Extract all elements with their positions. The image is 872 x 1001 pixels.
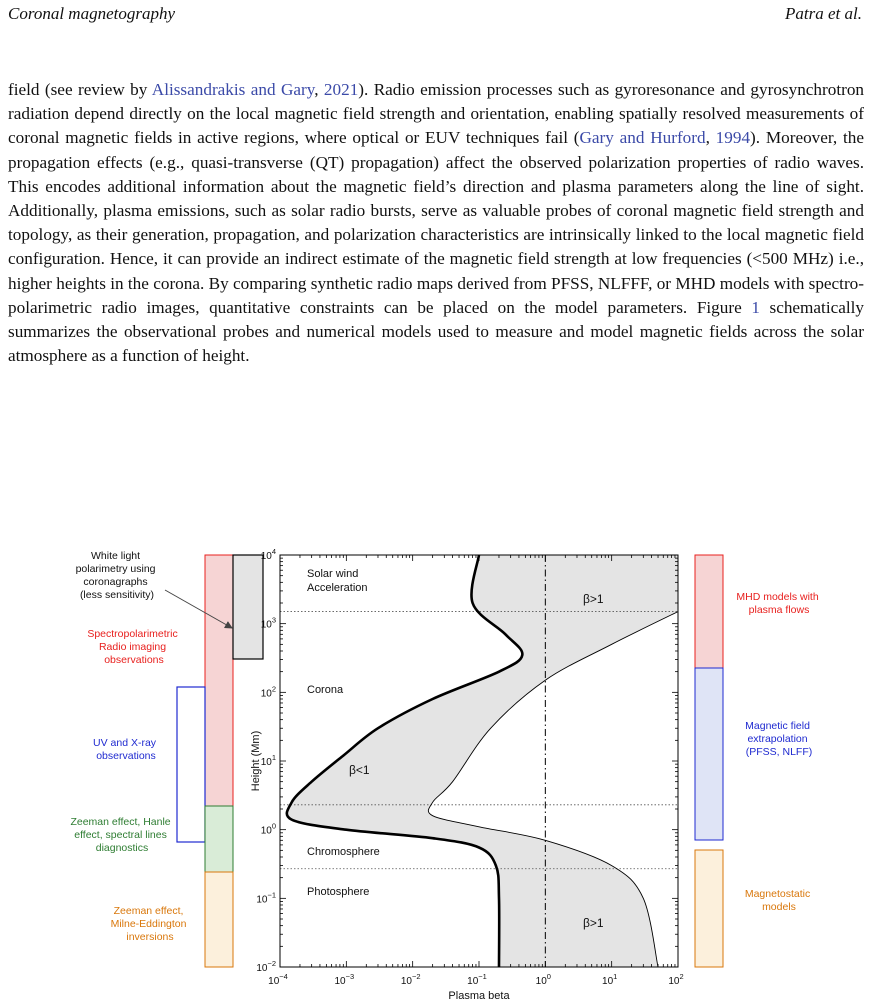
y-tick-label: $10^{-2}$ <box>256 959 276 974</box>
body-paragraph <box>8 78 864 368</box>
running-title: Coronal magnetography <box>8 4 176 23</box>
x-tick-label: $10^{-3}$ <box>334 972 355 987</box>
y-tick-label: $10^2$ <box>260 684 276 700</box>
beta-gt-1-upper-label: β>1 <box>583 592 604 606</box>
paragraph-text: ). Moreover, the propagation effects (e.g., quasi-transverse (QT) propagation) affect the observed polarization properties of radio waves. This encodes additional information about the magnetic field’s direction and plasma parameters along the line of sight. Additionally, plasma emissions, such as solar radio bursts, serve as valuable probes of coronal magnetic field strength and topology, as their generation, propagation, and polarization characteristics are intrinsically linked to the local magnetic field configuration. Hence, it can provide an indirect estimate of the magnetic field strength at low frequencies (<500 MHz) i.e., higher heights in the corona. By comparing synthetic radio maps derived from PFSS, NLFFF, or MHD models with spectro-polarimetric radio images, quantitative constraints can be placed on the model parameters. Figure <box>8 128 864 317</box>
extrapolation-model-bar <box>695 668 723 840</box>
figure-1 <box>0 540 872 1001</box>
zeeman-hanle-label: Zeeman effect, Hanle effect, spectral lines diagnostics <box>70 816 171 854</box>
x-tick-label: $10^{-1}$ <box>467 972 487 987</box>
x-tick-label: $10^{-4}$ <box>268 972 288 987</box>
citation-link-alissandrakis[interactable]: Alissandrakis and Gary <box>151 80 315 99</box>
x-axis-label: Plasma beta <box>448 990 510 1001</box>
uv-xray-label: UV and X-ray observations <box>93 737 157 762</box>
right-labels <box>736 591 821 913</box>
figure-reference-link[interactable]: 1 <box>751 297 760 317</box>
extrapolation-label: Magnetic field extrapolation (PFSS, NLFF) <box>745 720 813 758</box>
beta-lt-1-label: β<1 <box>349 763 370 777</box>
white-light-label: White light polarimetry using coronagraphs (less sensitivity) <box>75 550 156 601</box>
mhd-model-bar <box>695 555 723 668</box>
photosphere-label: Photosphere <box>307 886 370 898</box>
x-tick-label: $10^0$ <box>535 972 551 987</box>
magnetostatic-label: Magnetostatic models <box>744 888 811 913</box>
paragraph-text: , <box>705 128 716 148</box>
y-tick-label: $10^1$ <box>260 753 276 768</box>
beta-gt-1-lower-label: β>1 <box>583 916 604 930</box>
chromosphere-label: Chromosphere <box>307 846 380 858</box>
paragraph-text: schematically summarizes the observational probes and numerical models used to measure and model magnetic fields across the solar atmosphere as a function of height. <box>8 297 864 366</box>
radio-observation-bar <box>205 555 233 806</box>
right-model-bars <box>695 555 723 967</box>
citation-link-gary-hurford[interactable]: Gary and Hurford <box>579 128 706 148</box>
citation-year-link-2021[interactable]: 2021 <box>323 80 359 99</box>
uv-xray-observation-bar <box>177 687 205 842</box>
x-tick-label: $10^2$ <box>668 972 684 987</box>
y-axis-label: Height (Mm) <box>250 730 262 792</box>
plasma-beta-chart <box>250 547 684 1001</box>
citation-year-link-1994[interactable]: 1994 <box>715 128 751 148</box>
y-tick-label: $10^0$ <box>260 821 276 837</box>
page-header <box>0 0 872 30</box>
paragraph-text: , <box>314 80 324 99</box>
solar-wind-label: Solar wind Acceleration <box>307 568 368 594</box>
magnetostatic-model-bar <box>695 850 723 967</box>
mhd-label: MHD models with plasma flows <box>736 591 819 616</box>
left-labels <box>70 550 189 943</box>
y-tick-label: $10^3$ <box>260 615 276 631</box>
y-tick-label: $10^{-1}$ <box>256 890 276 906</box>
corona-label: Corona <box>307 684 344 696</box>
x-tick-label: $10^1$ <box>602 972 618 987</box>
zeeman-hanle-bar <box>205 806 233 872</box>
radio-label: Spectropolarimetric Radio imaging observations <box>87 628 178 666</box>
x-tick-label: $10^{-2}$ <box>400 972 421 987</box>
paragraph-text: ). Radio emission processes such as gyroresonance and gyrosynchrotron radiation depend directly on the local magnetic field strength and orientation, enabling spatially resolved measurements of coronal magnetic fields in active regions, where optical or EUV techniques fail ( <box>8 80 865 148</box>
zeeman-me-bar <box>205 872 233 967</box>
white-light-bar <box>233 555 263 659</box>
paragraph-text: field (see review by <box>8 80 152 99</box>
zeeman-me-label: Zeeman effect, Milne-Eddington inversions <box>110 905 187 943</box>
running-authors: Patra et al. <box>785 4 862 23</box>
y-tick-label: $10^4$ <box>260 547 276 562</box>
